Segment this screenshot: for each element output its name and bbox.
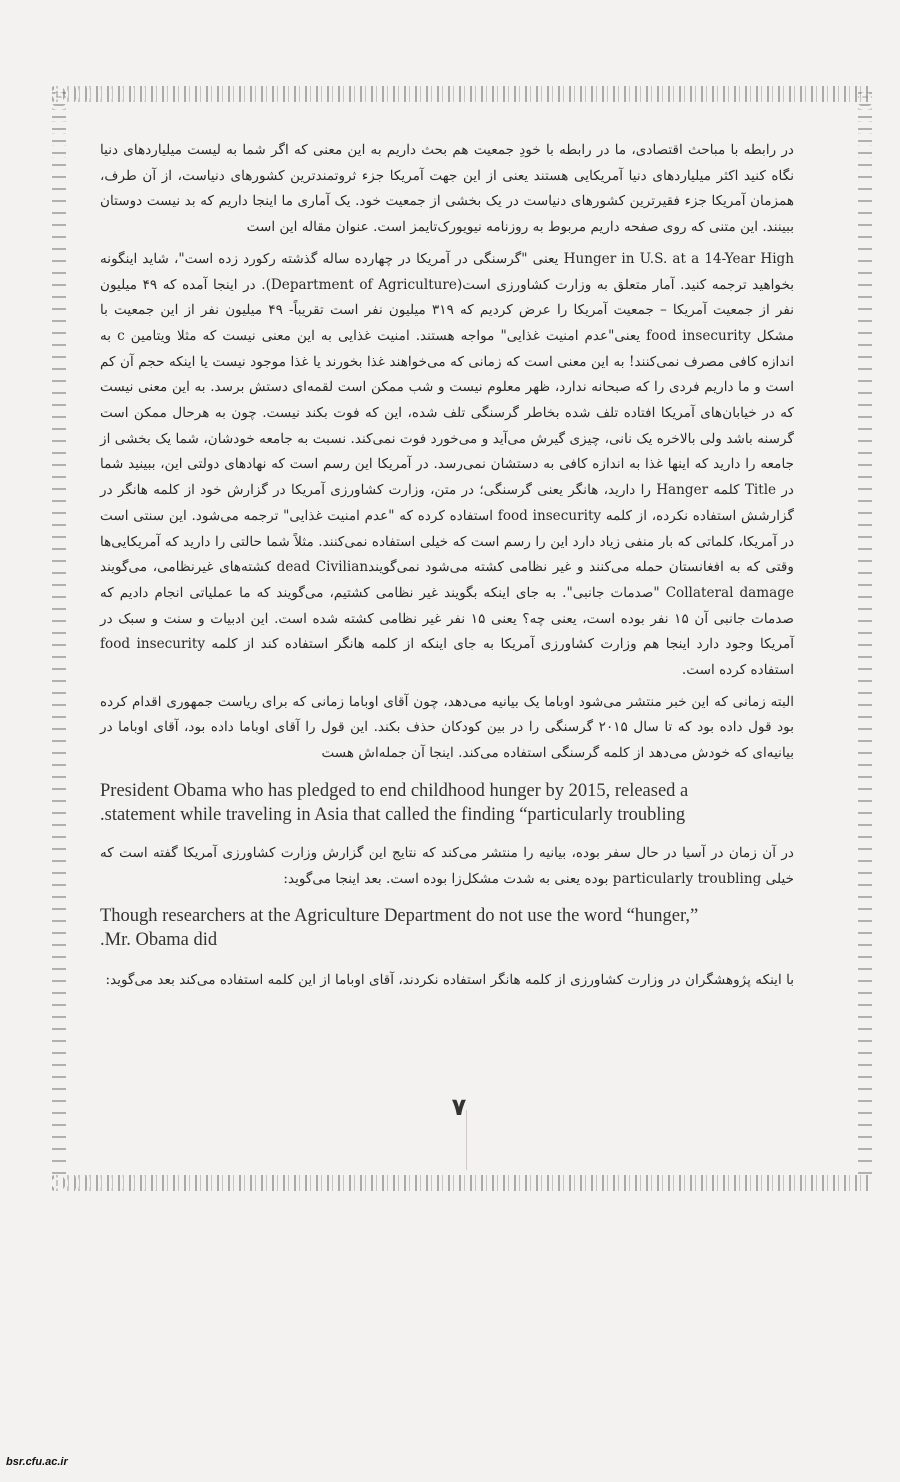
paragraph-obama-statement: البته زمانی که این خبر منتشر می‌شود اوباما یک بیانیه می‌دهد، چون آقای اوباما زمانی که برای ریاست جمهوری اقدام کرده بود قول داده بود که تا سال ۲۰۱۵ گرسنگی را در بین کودکان حذف بکند. این قول را آقای اوباما داده بود، آقای اوباما در بیانیه‌ای که خودش می‌دهد از کلمه گرسنگی استفاده می‌کند. اینجا آن جمله‌اش هست <box>100 693 794 762</box>
paragraph-researchers: با اینکه پژوهشگران در وزارت کشاورزی از کلمه هانگر استفاده نکردند، آقای اوباما از این کلمه استفاده می‌کند بعد می‌گوید: <box>105 972 794 989</box>
ornament-border-left <box>52 92 66 1182</box>
english-quote-1-line-1: President Obama who has pledged to end childhood hunger by 2015, released a <box>100 780 689 801</box>
english-quote-2-line-1: Though researchers at the Agriculture Department do not use the word “hunger,” <box>100 906 699 927</box>
paragraph-asia-travel: در آن زمان در آسیا در حال سفر بوده، بیانیه را منتشر می‌کند که نتایج این گزارش وزارت کشاورزی آمریکا گفته است که خیلی particularly troubling بوده یعنی به شدت مشکل‌زا بوده است. بعد اینجا می‌گوید: <box>100 844 794 887</box>
ornament-border-right <box>858 92 872 1182</box>
paragraph-intro: در رابطه با مباحث اقتصادی، ما در رابطه با خودِ جمعیت هم بحث داریم به این معنی که اگر شما به لیست میلیاردهای دنیا نگاه کنید اکثر میلیاردهای دنیا آمریکایی هستند یعنی از این جهت آمریکا جزء ثروتمندترین کشورهای دنیاست، از آن طرف، همزمان آمریکا جزء فقیرترین کشورهای دنیاست در یک بخشی از جمعیت خود. یک آماری ما اینجا داریم که بد نیست دوستان ببینند. این متنی که روی صفحه داریم مربوط به روزنامه نیویورک‌تایمز است. عنوان مقاله این است <box>100 142 794 236</box>
english-quote-1 <box>100 779 794 827</box>
ornament-border-bottom <box>52 1175 870 1191</box>
page-content <box>100 138 794 994</box>
ornament-border-top <box>52 86 870 102</box>
scan-line <box>466 1110 467 1170</box>
english-quote-1-line-2: .statement while traveling in Asia that called the finding “particularly troubling <box>100 804 686 825</box>
english-quote-2 <box>100 904 794 952</box>
site-watermark: bsr.cfu.ac.ir <box>6 1456 68 1468</box>
page-number: ۷ <box>451 1093 467 1121</box>
paragraph-hunger-report: Hunger in U.S. at a 14-Year High یعنی "گرسنگی در آمریکا در چهارده ساله گذشته رکورد زده است"، شاید اینگونه بخواهید ترجمه کنید. آمار متعلق به وزارت کشاورزی است(Department of Agriculture). در اینجا آمده که ۴۹ میلیون نفر از جمعیت آمریکا – جمعیت آمریکا را عرض کردیم که ۳۱۹ میلیون نفر است تقریباً- ۴۹ میلیون نفر از این جمعیت با مشکل food insecurity یعنی"عدم امنیت غذایی" مواجه هستند. امنیت غذایی به این معنی نیست که مثلا ویتامین c به اندازه کافی مصرف نمی‌کنند! به این معنی است که زمانی که می‌خواهند غذا بخورند یا غذا موجود نیست یا اینکه حجم آن کم است و ما داریم فردی را که صبحانه ندارد، ظهر معلوم نیست و شب ممکن است لقمه‌ای دستش برسد. به این معنی نیست که در خیابان‌های آمریکا افتاده تلف شده بخاطر گرسنگی تلف شده، این که فوت بکند نیست. چون به هرحال ممکن است گرسنه باشد ولی بالاخره یک نانی، چیزی گیرش می‌آید و می‌خورد فوت نمی‌کند. نسبت به جامعه خودشان، شما یک بخشی از جامعه را دارید که اینها غذا به اندازه کافی به دستشان نمی‌رسد. در آمریکا این رسم است که نهادهای دولتی این، ببینید شما در Title کلمه Hanger را دارید، هانگر یعنی گرسنگی؛ در متن، وزارت کشاورزی آمریکا در گزارش خود از کلمه هانگر در گزارشش استفاده نکرده، از کلمه food insecurity استفاده کرده که "عدم امنیت غذایی" ترجمه می‌شود. این سنتی است در آمریکا، کلماتی که بار منفی زیاد دارد این را رسم است که خیلی استفاده نمی‌کنند. مثلاً شما حالتی را دارید که آمریکایی‌ها وقتی که به افغانستان حمله می‌کنند و غیر نظامی کشته می‌شود نمی‌گویندdead Civilian کشته‌های غیرنظامی، می‌گویند Collateral damage "صدمات جانبی". به جای اینکه بگویند غیر نظامی کشتیم، می‌گویند که ما عملیاتی انجام دادیم که صدمات جانبی آن ۱۵ نفر بوده است، یعنی چه؟ یعنی ۱۵ نفر غیر نظامی کشته شده است. این ادبیات و سنت و سبک در آمریکا وجود دارد اینجا هم وزارت کشاورزی آمریکا به جای اینکه از کلمه هانگر استفاده کند از کلمه food insecurity استفاده کرده است. <box>100 250 795 679</box>
english-quote-2-line-2: .Mr. Obama did <box>100 930 218 951</box>
